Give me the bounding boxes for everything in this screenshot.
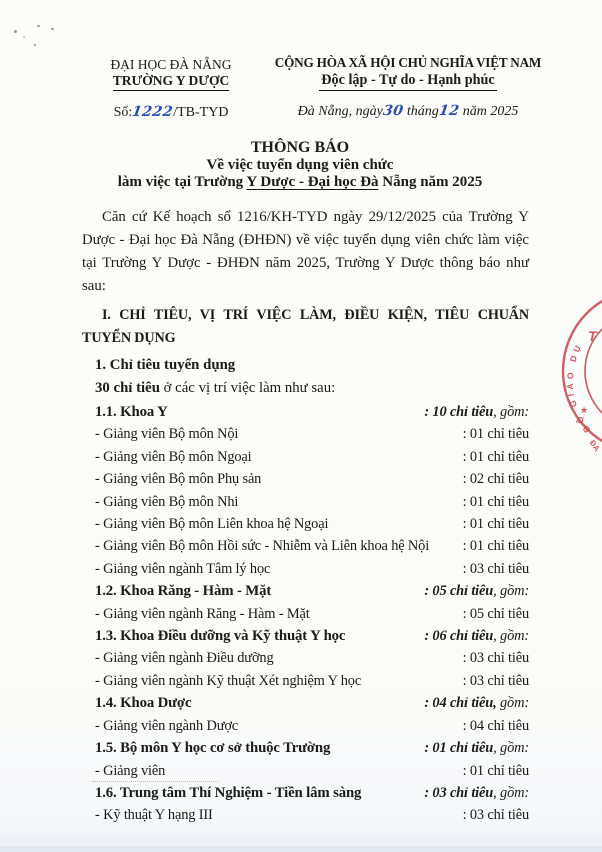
issuing-org-block [92, 57, 250, 121]
quota-item-row: - Giảng viên Bộ môn Phụ sản : 02 chỉ tiêu [95, 471, 529, 488]
national-motto-block [262, 55, 554, 120]
seal-ring-text: BỘ GIÁO DỤ [564, 340, 593, 435]
quota-item-row: - Giảng viên Bộ môn Ngoại : 01 chỉ tiêu [95, 448, 529, 465]
quota-group-row: 1.3. Khoa Điều dưỡng và Kỹ thuật Y học : 06 chỉ tiêu, gồm: [95, 628, 529, 645]
quota-item-row: - Giảng viên ngành Tâm lý học : 03 chỉ tiêu [95, 560, 529, 577]
document-number: Số:1222/TB-TYD [113, 104, 229, 120]
total-quota-line: 30 chỉ tiêu ở các vị trí việc làm như sau: [95, 380, 336, 396]
quota-item-row: - Giảng viên Bộ môn Liên khoa hệ Ngoại : 01 chỉ tiêu [95, 516, 529, 533]
quota-group-row: 1.2. Khoa Răng - Hàm - Mặt : 05 chỉ tiêu, gồm: [95, 583, 529, 600]
quota-group-row: 1.6. Trung tâm Thí Nghiệm - Tiền lâm sàng : 03 chỉ tiêu, gồm: [95, 784, 529, 801]
scan-speck [37, 25, 40, 27]
quota-item-row: - Giảng viên Bộ môn Hồi sức - Nhiễm và Liên khoa hệ Nội : 01 chỉ tiêu [95, 538, 529, 555]
title-line2: Về việc tuyển dụng viên chức [206, 156, 394, 173]
seal-star-icon: ★ [580, 405, 589, 415]
org-parent: ĐẠI HỌC ĐÀ NẴNG [110, 57, 232, 72]
red-seal-stamp [540, 283, 602, 473]
motto-line1: CỘNG HÒA XÃ HỘI CHỦ NGHĨA VIỆT NAM [274, 55, 542, 70]
handwritten-day: 30 [381, 103, 405, 119]
place-date-line: Đà Nẵng, ngày30 tháng12 năm 2025 [297, 103, 519, 119]
quota-list [82, 401, 529, 827]
org-name: TRƯỜNG Y DƯỢC [113, 73, 230, 91]
motto-line2: Độc lập - Tự do - Hạnh phúc [319, 72, 496, 91]
document-body [82, 206, 529, 827]
quota-item-row: - Giảng viên Bộ môn Nhi : 01 chỉ tiêu [95, 493, 529, 510]
seal-bottom-text: ĐA [587, 438, 602, 454]
scan-speck [34, 44, 36, 46]
quota-item-row: - Giảng viên ngành Điều dưỡng : 03 chỉ tiêu [95, 650, 529, 667]
scan-speck [14, 30, 17, 33]
quota-item-row: - Giảng viên ngành Răng - Hàm - Mặt : 05 chỉ tiêu [95, 605, 529, 622]
title-line3: làm việc tại Trường Y Dược - Đại học Đà Nẵng năm 2025 [117, 174, 483, 190]
subsection-heading: 1. Chỉ tiêu tuyển dụng [95, 357, 236, 373]
document-title [50, 139, 550, 192]
scan-dotted-line [92, 781, 218, 782]
quota-item-row: - Kỹ thuật Y hạng III : 03 chỉ tiêu [95, 807, 529, 824]
quota-item-row: - Giảng viên ngành Dược : 04 chỉ tiêu [95, 717, 529, 734]
quota-group-row: 1.1. Khoa Y : 10 chỉ tiêu, gồm: [95, 404, 529, 420]
seal-inner-text: T [588, 328, 597, 344]
scan-speck [23, 36, 25, 38]
quota-item-row: - Giảng viên ngành Kỹ thuật Xét nghiệm Y học : 03 chỉ tiêu [95, 672, 529, 689]
scan-edge-band [0, 837, 602, 846]
handwritten-month: 12 [437, 103, 461, 119]
quota-item-row: - Giảng viên : 01 chỉ tiêu [95, 762, 529, 779]
section-1-heading: I. CHỈ TIÊU, VỊ TRÍ VIỆC LÀM, ĐIỀU KIỆN, TIÊU CHUẨN TUYỂN DỤNG [82, 307, 529, 346]
handwritten-doc-number: 1222 [131, 104, 175, 120]
quota-group-row: 1.5. Bộ môn Y học cơ sở thuộc Trường : 01 chỉ tiêu, gồm: [95, 740, 529, 757]
quota-group-row: 1.4. Khoa Dược : 04 chỉ tiêu, gồm: [95, 695, 529, 712]
scan-speck [51, 28, 54, 30]
title-line1: THÔNG BÁO [250, 139, 350, 156]
quota-item-row: - Giảng viên Bộ môn Nội : 01 chỉ tiêu [95, 426, 529, 443]
intro-paragraph: Căn cứ Kế hoạch số 1216/KH-TYD ngày 29/12/2025 của Trường Y Dược - Đại học Đà Nẵng (ĐHĐN) về việc tuyển dụng viên chức làm việc tại Trường Y Dược - ĐHĐN năm 2025, Trường Y Dược thông báo như sau: [82, 209, 529, 294]
scan-edge-band [0, 846, 602, 852]
title-underlined-part: Y Dược - Đại học Đà [246, 174, 379, 190]
